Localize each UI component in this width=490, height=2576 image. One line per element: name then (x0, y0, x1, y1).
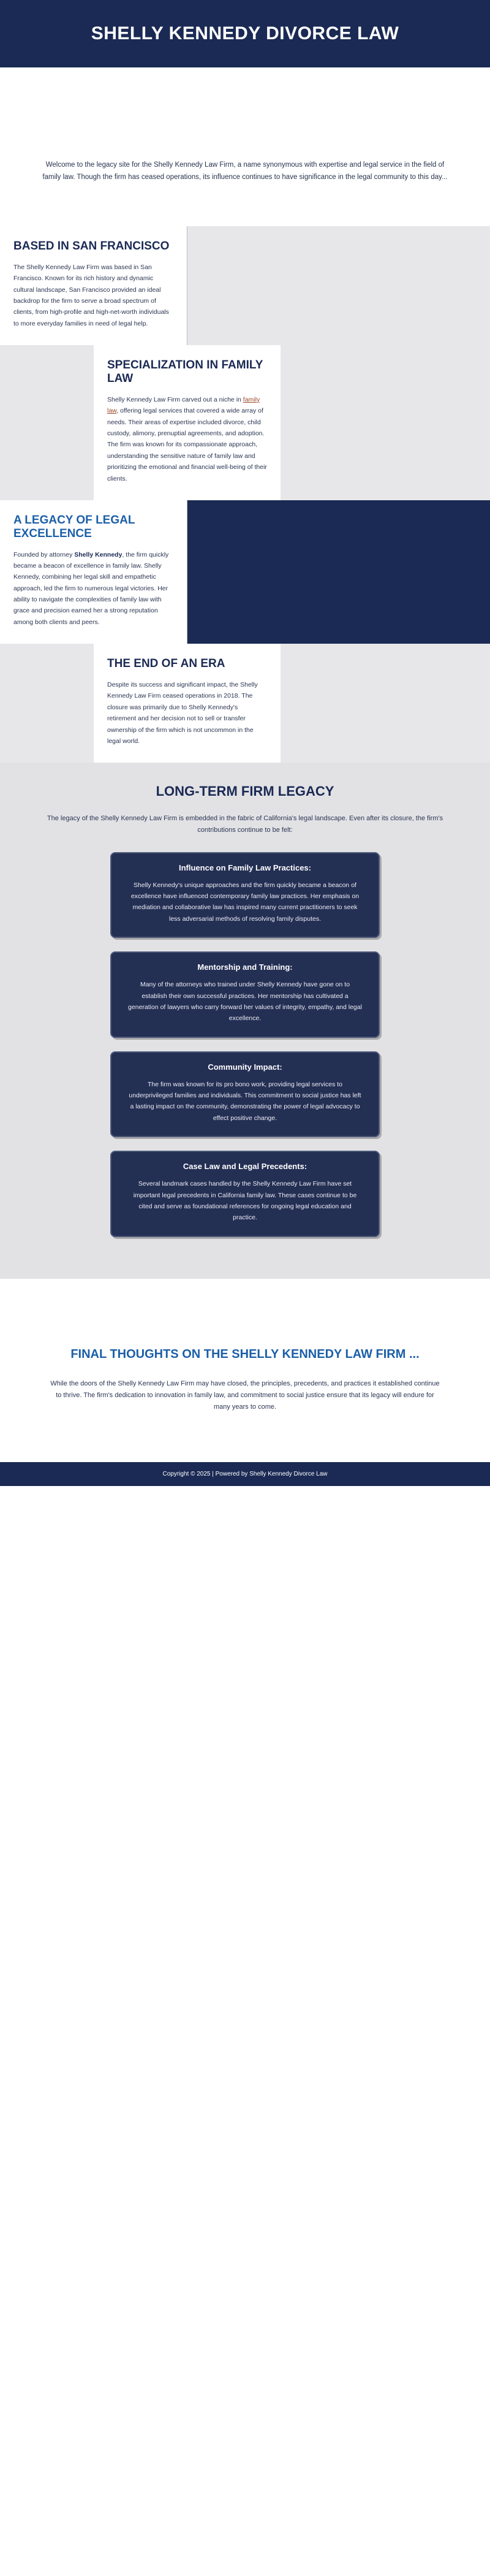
legacy-lede: The legacy of the Shelly Kennedy Law Firm is embedded in the fabric of California's legal landscape. Even after its closure, the firm's contributions continue to be felt: (47, 815, 443, 834)
legacy-section (0, 763, 490, 1278)
card-body: The Shelly Kennedy Law Firm was based in San Francisco. Known for its rich history and dynamic cultural landscape, San Francisco provided an ideal backdrop for the firm to serve a broad spectrum of clients, from high-profile and high-net-worth individuals to more everyday families in need of legal help. (13, 263, 169, 327)
card-specialization-in-family-law (94, 345, 281, 500)
family-law-link[interactable]: family law (107, 395, 260, 415)
section-based-in-san-francisco (0, 226, 490, 345)
card-body (13, 549, 173, 628)
founder-name: Shelly Kennedy (74, 551, 123, 558)
card-based-in-san-francisco (0, 226, 187, 345)
legacy-card-body: Several landmark cases handled by the Shelly Kennedy Law Firm have set important legal precedents in California family law. These cases continue to be cited and serve as foundational references for ongoing legal education and practice. (133, 1180, 357, 1222)
section-a-legacy-of-legal-excellence (0, 500, 490, 644)
card-the-end-of-an-era (94, 644, 281, 763)
site-footer (0, 1462, 490, 1486)
list-item (110, 852, 380, 939)
site-header (0, 0, 490, 67)
card-heading: A LEGACY OF LEGAL EXCELLENCE (13, 513, 135, 540)
card-heading: BASED IN SAN FRANCISCO (13, 240, 170, 253)
section-the-end-of-an-era (0, 644, 490, 763)
list-item (110, 1151, 380, 1237)
section-specialization-in-family-law (0, 345, 490, 500)
card-body-pre: Founded by attorney (13, 551, 75, 558)
card-body-pre: Shelly Kennedy Law Firm carved out a niche in (107, 395, 243, 403)
legacy-card-title: Case Law and Legal Precedents: (183, 1162, 307, 1172)
card-heading: SPECIALIZATION IN FAMILY LAW (107, 359, 263, 386)
list-item (110, 1051, 380, 1138)
legacy-card-body: Many of the attorneys who trained under Shelly Kennedy have gone on to establish their own successful practices. Her mentorship has cultivated a generation of lawyers who carry forward her values of integrity, empathy, and legal excellence. (128, 981, 362, 1023)
list-item (110, 951, 380, 1038)
final-thoughts-heading: FINAL THOUGHTS ON THE SHELLY KENNEDY LAW FIRM ... (70, 1347, 420, 1361)
copyright-text: Copyright © 2025 | Powered by Shelly Kennedy Divorce Law (162, 1471, 328, 1478)
legacy-card-title: Mentorship and Training: (197, 962, 293, 972)
card-heading: THE END OF AN ERA (107, 657, 225, 671)
legacy-card-title: Influence on Family Law Practices: (178, 863, 311, 872)
legacy-card-title: Community Impact: (208, 1062, 282, 1072)
site-title: SHELLY KENNEDY DIVORCE LAW (91, 23, 399, 44)
final-thoughts-section (0, 1279, 490, 1463)
legacy-heading: LONG-TERM FIRM LEGACY (156, 783, 334, 799)
card-body-post: , the firm quickly became a beacon of excellence in family law. Shelly Kennedy, combining her legal skill and empathetic approach, led the firm to numerous legal victories. Her ability to navigate the complexities of family law with grace and precision earned her a strong reputation among both clients and peers. (13, 551, 169, 626)
card-body-post: , offering legal services that covered a wide array of needs. Their areas of expertise included divorce, child custody, alimony, prenuptial agreements, and adoption. The firm was known for its compassionate approach, understanding the sensitive nature of family law and prioritizing the emotional and financial well-being of their clients. (107, 407, 267, 482)
card-body: Despite its success and significant impact, the Shelly Kennedy Law Firm ceased operations in 2018. The closure was primarily due to Shelly Kennedy's retirement and her decision not to sell or transfer ownership of the firm which is not uncommon in the legal world. (107, 681, 258, 745)
hero-section (0, 67, 490, 226)
final-thoughts-body: While the doors of the Shelly Kennedy Law Firm may have closed, the principles, precedents, and practices it established continue to thrive. The firm's dedication to innovation in family law, and commitment to social justice ensure that its legacy will endure for many years to come. (50, 1379, 440, 1411)
legacy-card-list (110, 852, 380, 1237)
hero-intro-text: Welcome to the legacy site for the Shelly Kennedy Law Firm, a name synonymous with expertise and legal service in the field of family law. Though the firm has ceased operations, its influence continues to have significance in the legal community to this day... (42, 161, 448, 181)
card-a-legacy-of-legal-excellence (0, 500, 187, 644)
legacy-card-body: Shelly Kennedy's unique approaches and the firm quickly became a beacon of excellence have influenced contemporary family law practices. Her emphasis on mediation and collaborative law has inspired many current practitioners to seek less adversarial methods of resolving family disputes. (130, 881, 360, 923)
card-body (107, 394, 267, 484)
legacy-card-body: The firm was known for its pro bono work, providing legal services to underprivileged families and individuals. This commitment to social justice has left a lasting impact on the community, demonstrating the power of legal advocacy to effect positive change. (129, 1080, 361, 1122)
